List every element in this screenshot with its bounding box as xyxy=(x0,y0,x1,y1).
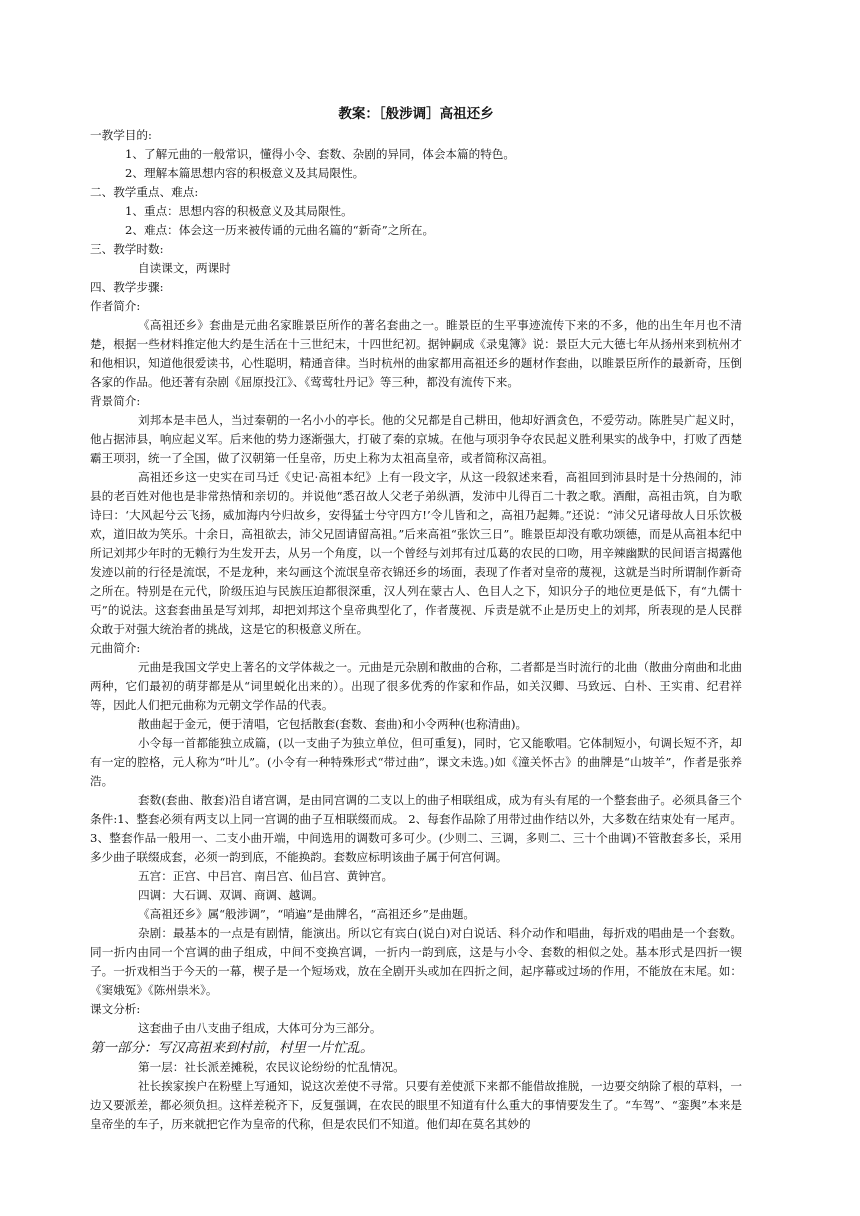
body-paragraph: 杂剧：最基本的一点是有剧情，能演出。所以它有宾白(说白)对白说话、科介动作和唱曲，每折戏的唱曲是一个套数。同一折内由同一个宫调的曲子组成，中间不变换宫调，一折内一韵到底，这是与小令、套数的相似之处。基本形式是四折一锲子。一折戏相当于今天的一幕，楔子是一个短场戏，放在全剧开头或加在四折之间，起序幕或过场的作用，不能放在末尾。如：《窦娥冤》《陈州祟米》。 xyxy=(90,926,742,997)
outline-line: 三、教学时数: xyxy=(90,242,164,256)
document-page xyxy=(90,104,742,1134)
outline-line: 课文分析: xyxy=(90,1002,141,1016)
outline-line: 1、重点：思想内容的积极意义及其局限性。 xyxy=(125,204,353,218)
document-title: 教案：［般涉调］高祖还乡 xyxy=(338,106,494,122)
outline-line: 2、难点：体会这一历来被传诵的元曲名篇的“新奇”之所在。 xyxy=(125,223,435,237)
body-paragraph: 四调：大石调、双调、商调、越调。 xyxy=(138,888,324,902)
section-heading: 第一部分：写汉高祖来到村前，村里一片忙乱。 xyxy=(90,1040,374,1056)
body-paragraph: 《高祖还乡》套曲是元曲名家睢景臣所作的著名套曲之一。睢景臣的生平事迹流传下来的不多，他的出生年月也不清楚，根据一些材料推定他大约是生活在十三世纪末，十四世纪初。据钟嗣成《录鬼簿》说：景臣大元大德七年从扬州来到杭州才和他相识，知道他很爱读书，心性聪明，精通音律。当时杭州的曲家都用高祖还乡的题材作套曲，以睢景臣所作的最新奇，压倒各家的作品。他还著有杂剧《屈原投江》、《莺莺牡丹记》等三种，都没有流传下来。 xyxy=(90,318,742,389)
body-paragraph: 刘邦本是丰邑人，当过秦朝的一名小小的亭长。他的父兄都是自己耕田，他却好酒贪色，不爱劳动。陈胜吴广起义时，他占据沛县，响应起义军。后来他的势力逐渐强大，打破了秦的京城。在他与项羽争夺农民起义胜利果实的战争中，打败了西楚霸王项羽，统一了全国，做了汉朝第一任皇帝，历史上称为太祖高皇帝，或者简称汉高祖。 xyxy=(90,413,742,465)
body-paragraph: 高祖还乡这一史实在司马迁《史记·高祖本纪》上有一段文字，从这一段叙述来看，高祖回到沛县时是十分热闹的，沛县的老百姓对他也是非常热情和亲切的。并说他“悉召故人父老子弟纵酒，发沛中儿得百二十教之歌。酒酣，高祖击筑，自为歌诗曰：‘大风起兮云飞扬，威加海内兮归故乡，安得猛士兮守四方!’令儿皆和之，高祖乃起舞。”还说：“沛父兄诸母故人日乐饮极欢，道旧故为笑乐。十余日，高祖欲去，沛父兄固请留高祖。”后来高祖“张饮三日”。睢景臣却没有歌功颂德，而是从高祖本纪中所记刘邦少年时的无赖行为生发开去，从另一个角度，以一个曾经与刘邦有过瓜葛的农民的口吻，用辛辣幽默的民间语言揭露他发迹以前的行径是流氓，不是龙种，来勾画这个流氓皇帝衣锦还乡的场面，表现了作者对皇帝的蔑视，这就是当时所谓制作新奇之所在。特别是在元代，阶级压迫与民族压迫都很深重，汉人列在蒙古人、色目人之下，知识分子的地位更是低下，有“九儒十丐”的说法。这套套曲虽是写刘邦，却把刘邦这个皇帝典型化了，作者蔑视、斥责是就不止是历史上的刘邦，所表现的是人民群众敢于对强大统治者的挑战，这是它的积极意义所在。 xyxy=(90,470,742,636)
body-paragraph: 《高祖还乡》属“般涉调”，“哨遍”是曲牌名，“高祖还乡”是曲题。 xyxy=(138,907,476,921)
body-paragraph: 散曲起于金元，便于清唱，它包括散套(套数、套曲)和小令两种(也称清曲)。 xyxy=(138,717,528,731)
outline-line: 四、教学步骤: xyxy=(90,280,164,294)
outline-line: 二、教学重点、难点: xyxy=(90,185,199,199)
body-paragraph: 第一层：社长派差摊税，农民议论纷纷的忙乱情况。 xyxy=(138,1060,405,1074)
outline-line: 1、了解元曲的一般常识，懂得小令、套数、杂剧的异同，体会本篇的特色。 xyxy=(125,147,515,161)
body-paragraph: 五宫：正宫、中吕宫、南吕宫、仙吕宫、黄钟宫。 xyxy=(138,869,394,883)
body-paragraph: 小令每一首都能独立成篇，(以一支曲子为独立单位，但可重复)，同时，它又能歌唱。它体制短小，句调长短不齐，却有一定的腔格，元人称为“叶儿”。(小令有一种特殊形式“带过曲”，课文未选。)如《潼关怀古》的曲牌是“山坡羊”，作者是张养浩。 xyxy=(90,736,742,788)
outline-line: 作者简介: xyxy=(90,299,141,313)
body-paragraph: 这套曲子由八支曲子组成，大体可分为三部分。 xyxy=(138,1021,382,1035)
outline-line: 自读课文，两课时 xyxy=(138,261,231,275)
outline-line: 一教学目的: xyxy=(90,128,152,142)
outline-line: 元曲简介: xyxy=(90,641,141,655)
outline-line: 背景简介: xyxy=(90,394,141,408)
body-paragraph: 元曲是我国文学史上著名的文学体裁之一。元曲是元杂剧和散曲的合称，二者都是当时流行的北曲（散曲分南曲和北曲两种，它们最初的萌芽都是从“词里蜕化出来的）。出现了很多优秀的作家和作品，如关汉卿、马致远、白朴、王实甫、纪君祥等，因此人们把元曲称为元朝文学作品的代表。 xyxy=(90,660,742,712)
body-paragraph: 套数(套曲、散套)沿自诸宫调，是由同宫调的二支以上的曲子相联组成，成为有头有尾的一个整套曲子。必须具备三个条件:1、整套必须有两支以上同一宫调的曲子互相联缀而成。 2、每套作品除了用带过曲作结以外，大多数在结束处有一尾声。 3、整套作品一般用一、二支小曲开端，中间选用的调数可多可少。(少则二、三调，多则二、三十个曲调)不管散套多长，采用多少曲子联缀成套，必须一韵到底，不能换韵。套数应标明该曲子属于何宫何调。 xyxy=(90,793,742,864)
document-body xyxy=(90,126,742,1134)
outline-line: 2、理解本篇思想内容的积极意义及其局限性。 xyxy=(125,166,365,180)
body-paragraph: 社长挨家挨户在粉壁上写通知，说这次差使不寻常。只要有差使派下来都不能借故推脱，一边要交纳除了根的草料，一边又要派差，都必须负担。这样差税齐下，反复强调，在农民的眼里不知道有什么重大的事情要发生了。“车驾”、“銮舆”本来是皇帝坐的车子，历来就把它作为皇帝的代称，但是农民们不知道。他们却在莫名其妙的 xyxy=(90,1079,742,1131)
